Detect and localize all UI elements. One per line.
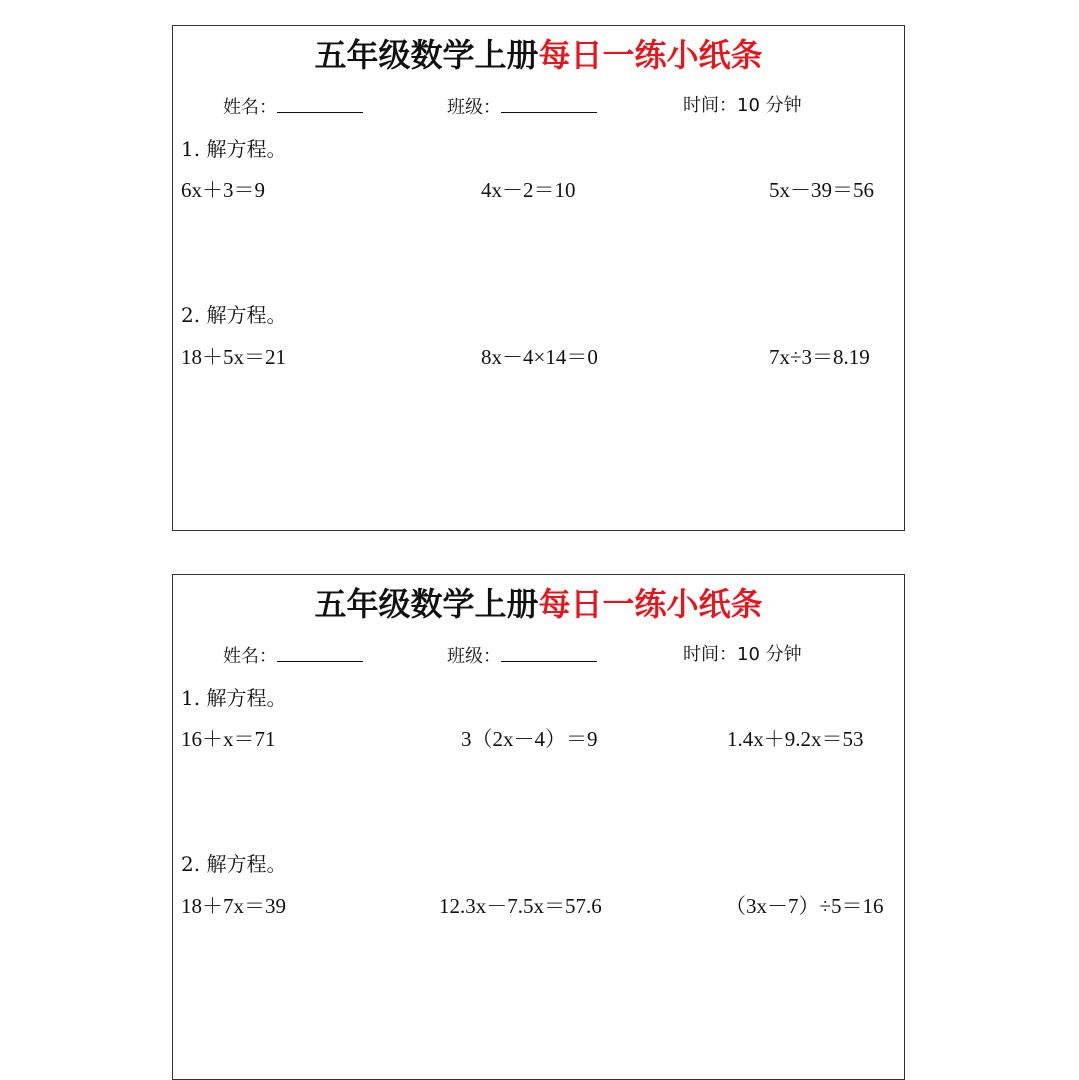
equation: 1.4x＋9.2x＝53 (727, 727, 864, 751)
class-field (447, 94, 597, 120)
equation: 18＋7x＝39 (181, 894, 286, 918)
worksheet-card-2 (172, 574, 905, 1080)
name-blank-line (277, 94, 363, 113)
time-field (683, 94, 802, 118)
equation: 3（2x－4）＝9 (461, 727, 598, 751)
title-daily-practice: 每日一练小纸条 (538, 36, 763, 74)
section-number: 1. (181, 137, 201, 161)
equation: 18＋5x＝21 (181, 345, 286, 369)
equation: 6x＋3＝9 (181, 178, 265, 202)
worksheet-title (173, 34, 904, 76)
section-1-heading (181, 685, 286, 711)
class-blank-line (501, 94, 597, 113)
equation: 8x－4×14＝0 (481, 345, 598, 369)
section-2-heading (181, 302, 286, 328)
name-label: 姓名： (223, 97, 277, 118)
title-grade-subject: 五年级数学上册 (314, 585, 539, 623)
section-text: 解方程。 (206, 686, 287, 710)
title-daily-practice: 每日一练小纸条 (538, 585, 763, 623)
worksheet-card-1 (172, 25, 905, 531)
worksheet-title (173, 583, 904, 625)
name-field (223, 94, 363, 120)
equation: （3x－7）÷5＝16 (725, 894, 884, 918)
class-blank-line (501, 643, 597, 662)
equation: 7x÷3＝8.19 (769, 345, 870, 369)
time-field (683, 643, 802, 667)
class-field (447, 643, 597, 669)
section-number: 2. (181, 303, 201, 327)
equation: 12.3x－7.5x＝57.6 (439, 894, 602, 918)
section-text: 解方程。 (206, 852, 287, 876)
title-grade-subject: 五年级数学上册 (314, 36, 539, 74)
time-label: 时间：10 分钟 (683, 95, 802, 116)
section-1-heading (181, 136, 286, 162)
section-number: 2. (181, 852, 201, 876)
section-number: 1. (181, 686, 201, 710)
name-label: 姓名： (223, 646, 277, 667)
class-label: 班级： (447, 646, 501, 667)
section-text: 解方程。 (206, 137, 287, 161)
section-2-heading (181, 851, 286, 877)
class-label: 班级： (447, 97, 501, 118)
equation: 5x－39＝56 (769, 178, 874, 202)
section-text: 解方程。 (206, 303, 287, 327)
name-field (223, 643, 363, 669)
time-label: 时间：10 分钟 (683, 644, 802, 665)
name-blank-line (277, 643, 363, 662)
equation: 4x－2＝10 (481, 178, 576, 202)
equation: 16＋x＝71 (181, 727, 276, 751)
